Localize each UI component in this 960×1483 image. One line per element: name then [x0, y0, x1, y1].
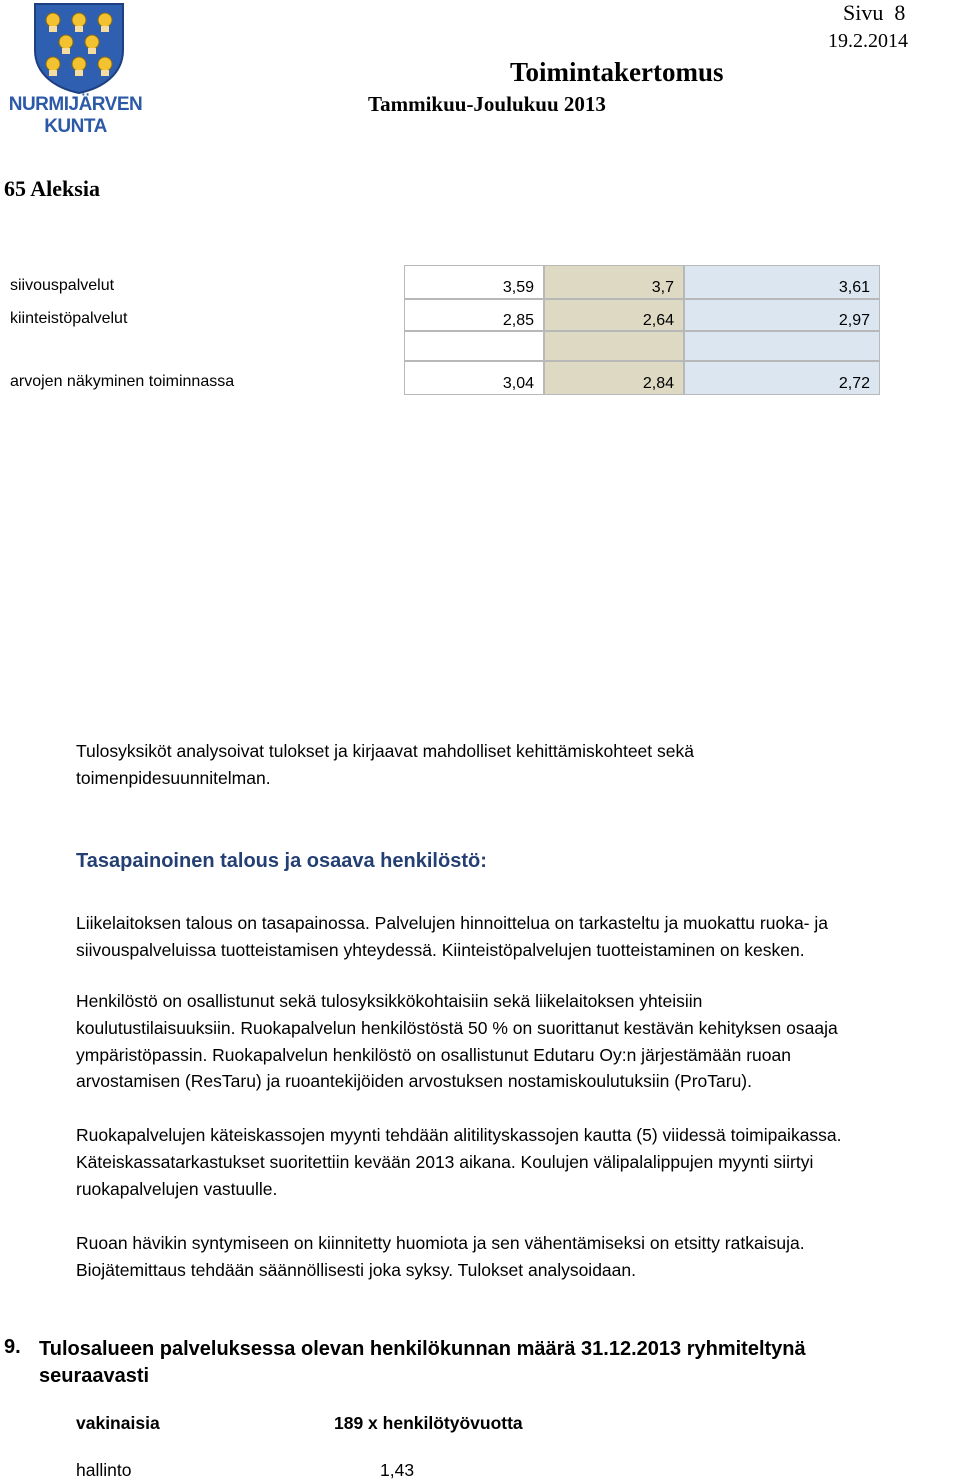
- permanent-staff-label: vakinaisia: [76, 1413, 160, 1433]
- table-cell: 3,59: [404, 265, 544, 299]
- table-cell: 2,72: [684, 361, 880, 395]
- text-line: Henkilöstö on osallistunut sekä tulosyksikkökohtaisiin sekä liikelaitoksen yhteisiin: [76, 991, 703, 1011]
- table-row-label: siivouspalvelut: [10, 277, 115, 294]
- admin-label: hallinto: [76, 1460, 132, 1480]
- table-row-label: kiinteistöpalvelut: [10, 310, 128, 327]
- paragraph-waste: [76, 1230, 956, 1284]
- table-cell: [684, 331, 880, 361]
- logo-text: [8, 94, 143, 138]
- text-line: ympäristöpassin. Ruokapalvelun henkilöstö on osallistunut Edutaru Oy:n järjestämään ruoan: [76, 1044, 791, 1065]
- table-cell: 2,84: [544, 361, 684, 395]
- text-line: arvostamisen (ResTaru) ja ruoantekijöiden arvostuksen nostamiskoulutuksiin (ProTaru).: [76, 1071, 752, 1092]
- document-period: Tammikuu-Joulukuu 2013: [368, 92, 606, 116]
- text-line: Ruokapalvelujen käteiskassojen myynti tehdään alitilityskassojen kautta (5) viidessä toimipaikassa.: [76, 1125, 842, 1145]
- table-cell: 2,97: [684, 299, 880, 331]
- section-9-number: 9.: [4, 1336, 21, 1358]
- table-cell: 2,64: [544, 299, 684, 331]
- text-line: toimenpidesuunnitelman.: [76, 767, 271, 788]
- subheading-finance-staff: Tasapainoinen talous ja osaava henkilöstö:: [76, 850, 487, 872]
- paragraph-staff-training: [76, 988, 956, 1095]
- text-line: siivouspalveluissa tuotteistamisen yhteydessä. Kiinteistöpalvelujen tuotteistaminen on kesken.: [76, 939, 805, 960]
- section-title: 65 Aleksia: [4, 176, 100, 201]
- document-title: Toimintakertomus: [510, 57, 724, 87]
- municipal-crest-icon: [33, 2, 125, 94]
- table-cell: 2,85: [404, 299, 544, 331]
- paragraph-analysis: [76, 738, 956, 792]
- text-line: Tulosyksiköt analysoivat tulokset ja kirjaavat mahdolliset kehittämiskohteet sekä: [76, 741, 694, 761]
- unit-label: 189 x henkilötyövuotta: [334, 1413, 523, 1433]
- admin-value: 1,43: [380, 1460, 415, 1480]
- text-line: Käteiskassatarkastukset suoritettiin kevään 2013 aikana. Koulujen välipalalippujen myynti siirtyi: [76, 1151, 814, 1172]
- page-number: Sivu 8: [843, 0, 906, 25]
- table-cell: 3,61: [684, 265, 880, 299]
- municipality-logo: [8, 2, 143, 142]
- table-cell: [404, 331, 544, 361]
- paragraph-finance: [76, 910, 956, 964]
- table-cell: 3,7: [544, 265, 684, 299]
- table-cell: [544, 331, 684, 361]
- document-date: 19.2.2014: [828, 30, 908, 52]
- text-line: Biojätemittaus tehdään säännöllisesti joka syksy. Tulokset analysoidaan.: [76, 1259, 636, 1280]
- logo-line2: KUNTA: [44, 116, 107, 137]
- section-9-title-line: Tulosalueen palveluksessa olevan henkilökunnan määrä 31.12.2013 ryhmiteltynä: [39, 1338, 806, 1360]
- section-9-title-line: seuraavasti: [39, 1365, 150, 1387]
- section-9-title: [39, 1336, 806, 1390]
- text-line: Ruoan hävikin syntymiseen on kiinnitetty huomiota ja sen vähentämiseksi on etsitty ratkaisuja.: [76, 1233, 805, 1253]
- text-line: Liikelaitoksen talous on tasapainossa. Palvelujen hinnoittelua on tarkasteltu ja muokattu ruoka- ja: [76, 913, 828, 933]
- paragraph-cash: [76, 1122, 956, 1202]
- logo-line1: NURMIJÄRVEN: [8, 94, 143, 115]
- text-line: koulutustilaisuuksiin. Ruokapalvelun henkilöstöstä 50 % on suorittanut kestävän kehityksen osaaja: [76, 1017, 838, 1038]
- table-row-label: arvojen näkyminen toiminnassa: [10, 373, 235, 390]
- text-line: ruokapalvelujen vastuulle.: [76, 1178, 278, 1199]
- table-cell: 3,04: [404, 361, 544, 395]
